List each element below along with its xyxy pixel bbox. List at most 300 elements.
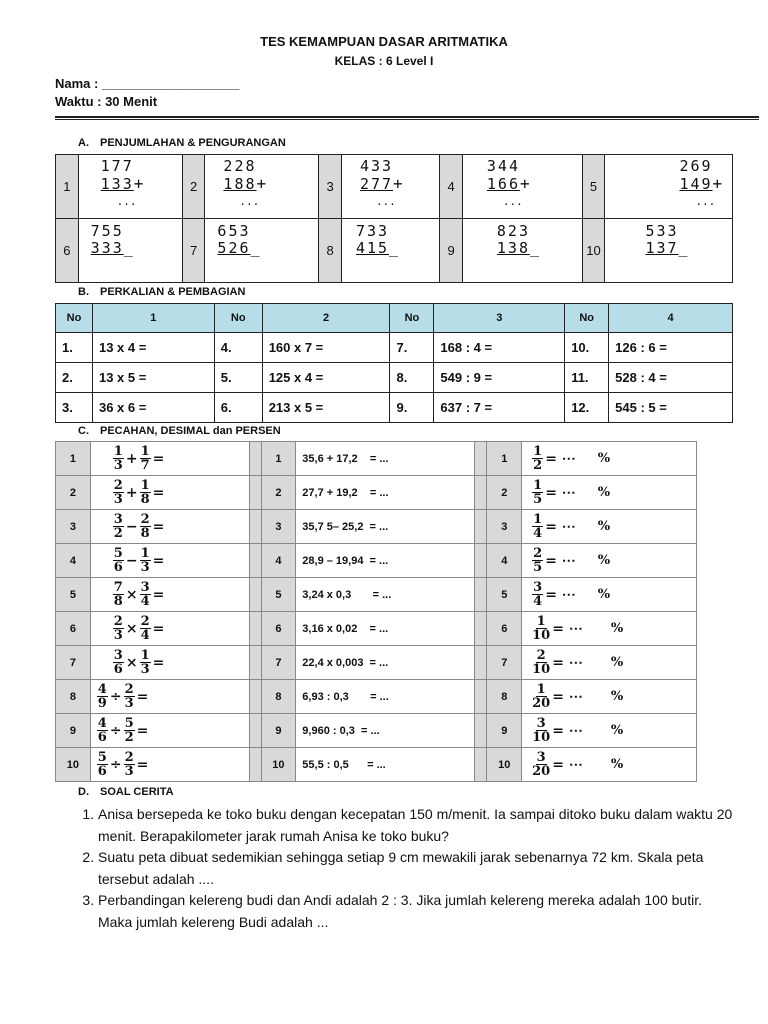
percent-sign: % [597,587,611,602]
addition-subtraction-table [55,154,733,283]
question-number: 2 [56,476,91,510]
column-spacer [249,612,261,646]
bottom-row [497,240,539,257]
equals-sign: = [136,722,149,739]
question-number: 8 [56,680,91,714]
question-number: 1 [261,442,296,476]
percent-expression [522,510,697,544]
question-number: 1 [487,442,522,476]
question-number: 5 [56,578,91,612]
question-number: 9 [56,714,91,748]
denominator: 6 [97,730,107,745]
bottom-number: 526 [217,239,251,257]
percent-expression [522,680,697,714]
equals-placeholder: = ⋯ [552,620,583,637]
fraction-b [140,547,151,574]
top-number: 653 [217,222,251,240]
denominator: 10 [532,730,551,745]
question-number: 3 [261,510,296,544]
table-row [56,442,697,476]
column-spacer [475,680,487,714]
bottom-number: 415 [355,239,390,257]
equals-placeholder: = ⋯ [545,450,576,467]
column-spacer [475,612,487,646]
top-number: 755 [90,222,124,240]
percent-expression [522,544,697,578]
equals-sign: = [136,756,149,773]
top-number: 269 [679,157,713,175]
problem-number: 8 [319,219,342,283]
percent-sign: % [610,689,624,704]
minus-sign: _ [389,239,399,257]
column-header: No [214,304,262,333]
problem-number: 9 [440,219,463,283]
fraction [532,479,543,506]
denominator: 9 [97,696,107,711]
denominator: 6 [97,764,107,779]
denominator: 8 [140,526,150,541]
numerator: 2 [140,614,150,629]
denominator: 4 [140,594,150,609]
fraction-a [97,751,108,778]
table-row [56,612,697,646]
percent-sign: % [610,757,624,772]
fraction-b [124,751,135,778]
numerator: 3 [536,716,546,731]
question-expression: 13 x 5 = [92,363,214,393]
numerator: 2 [140,512,150,527]
question-number: 4. [214,333,262,363]
denominator: 8 [140,492,150,507]
decimal-expression: 3,24 x 0,3 = ... [296,578,475,612]
problem-number: 10 [582,219,605,283]
question-expression: 213 x 5 = [262,393,390,423]
column-spacer [475,646,487,680]
percent-sign: % [597,519,611,534]
question-number: 7 [261,646,296,680]
percent-expression [522,714,697,748]
plus-sign: + [256,174,267,193]
minus-sign: _ [123,239,133,257]
arithmetic-problem [605,155,733,219]
denominator: 4 [140,628,150,643]
table-row [56,646,697,680]
problem-number: 1 [56,155,79,219]
question-number: 3 [56,510,91,544]
fraction [532,717,550,744]
header-divider-thin [55,119,759,120]
decimal-expression: 35,7 5– 25,2 = ... [296,510,475,544]
arithmetic-problem [462,155,582,219]
decimal-expression: 55,5 : 0,5 = ... [296,748,475,782]
numerator: 3 [140,580,150,595]
denominator: 10 [532,628,551,643]
denominator: 2 [113,526,123,541]
operator: + [125,484,138,501]
fraction [532,547,543,574]
bottom-number: 277 [359,175,394,193]
problem-number: 7 [182,219,205,283]
denominator: 4 [533,526,543,541]
fraction-expression [90,714,249,748]
question-number: 8. [390,363,434,393]
operator: + [125,450,138,467]
column-spacer [249,714,261,748]
top-number: 433 [359,157,394,175]
question-number: 5 [487,578,522,612]
decimal-expression: 35,6 + 17,2 = ... [296,442,475,476]
column-stack [356,223,398,257]
fraction-b [124,683,135,710]
word-problem-item: 1. Anisa bersepeda ke toko buku dengan kecepatan 150 m/menit. Ia sampai ditoko buku dalam waktu 20 menit. Berapakilometer jarak rumah Anisa ke toko buku? [98,804,738,847]
problem-number: 5 [582,155,605,219]
question-number: 9 [261,714,296,748]
fraction-b [140,649,151,676]
numerator: 1 [536,682,546,697]
column-spacer [475,748,487,782]
question-number: 12. [565,393,609,423]
bottom-row [91,240,133,257]
fraction-a [113,615,124,642]
numerator: 1 [533,512,543,527]
fraction-b [140,479,151,506]
column-stack [217,223,259,257]
time-label: Waktu : 30 Menit [55,94,158,109]
fraction-a [113,581,124,608]
word-problems [78,804,738,933]
column-header: 2 [262,304,390,333]
bottom-row [645,240,687,257]
section-d-heading: D. SOAL CERITA [78,786,174,798]
denominator: 7 [140,458,150,473]
multiplication-division-table [55,303,733,423]
word-problem-item: 3. Perbandingan kelereng budi dan Andi adalah 2 : 3. Jika jumlah kelereng mereka adalah 100 butir. Maka jumlah kelereng Budi adalah ... [98,890,738,933]
question-number: 1 [56,442,91,476]
operator: − [125,518,138,535]
numerator: 1 [140,648,150,663]
column-stack [487,158,530,210]
question-expression: 13 x 4 = [92,333,214,363]
result-placeholder: ... [239,195,260,208]
numerator: 5 [97,750,107,765]
denominator: 6 [113,662,123,677]
denominator: 3 [113,628,123,643]
question-number: 10. [565,333,609,363]
decimal-expression: 28,9 – 19,94 = ... [296,544,475,578]
arithmetic-problem [462,219,582,283]
table-row [56,680,697,714]
operator: ÷ [109,688,122,705]
numerator: 4 [97,682,107,697]
question-expression: 549 : 9 = [434,363,565,393]
equals-sign: = [152,450,165,467]
denominator: 20 [532,696,551,711]
percent-expression [522,646,697,680]
equals-sign: = [152,484,165,501]
name-field-label: Nama : ___________________ [55,76,240,91]
plus-sign: + [133,174,144,193]
result-placeholder: ... [695,195,716,208]
problem-number: 4 [440,155,463,219]
numerator: 2 [536,648,546,663]
top-number: 344 [486,157,520,175]
page-subtitle: KELAS : 6 Level I [334,54,434,68]
fraction [532,513,543,540]
fraction-expression [90,612,249,646]
equals-sign: = [136,688,149,705]
operator: ÷ [109,756,122,773]
percent-sign: % [610,655,624,670]
question-number: 5. [214,363,262,393]
numerator: 2 [124,682,134,697]
numerator: 2 [533,546,543,561]
question-number: 6 [487,612,522,646]
column-stack [360,158,403,210]
question-expression: 126 : 6 = [609,333,733,363]
denominator: 5 [533,492,543,507]
column-header: 1 [92,304,214,333]
decimal-expression: 27,7 + 19,2 = ... [296,476,475,510]
question-number: 6. [214,393,262,423]
fraction-b [140,581,151,608]
denominator: 5 [533,560,543,575]
bottom-number: 149 [679,175,713,193]
question-number: 10 [261,748,296,782]
question-expression: 160 x 7 = [262,333,390,363]
top-number: 228 [223,157,257,175]
denominator: 3 [140,662,150,677]
numerator: 1 [533,444,543,459]
question-number: 7. [390,333,434,363]
decimal-expression: 3,16 x 0,02 = ... [296,612,475,646]
question-number: 5 [261,578,296,612]
table-row [56,476,697,510]
equals-placeholder: = ⋯ [552,756,583,773]
equals-sign: = [152,586,165,603]
numerator: 5 [124,716,134,731]
fraction-a [113,649,124,676]
fraction-expression [90,510,249,544]
denominator: 3 [124,764,134,779]
question-number: 9 [487,714,522,748]
column-spacer [249,680,261,714]
column-header: 3 [434,304,565,333]
question-number: 4 [56,544,91,578]
numerator: 4 [97,716,107,731]
problem-number: 3 [319,155,342,219]
column-spacer [475,544,487,578]
question-number: 2 [261,476,296,510]
question-number: 2. [56,363,93,393]
fraction-expression [90,646,249,680]
table-row [56,333,733,363]
denominator: 3 [113,492,123,507]
question-expression: 168 : 4 = [434,333,565,363]
question-number: 10 [56,748,91,782]
column-stack [679,158,722,210]
numerator: 1 [536,614,546,629]
operator: × [125,620,138,637]
denominator: 20 [532,764,551,779]
header-divider [55,116,759,118]
column-header: No [56,304,93,333]
bottom-number: 133 [100,175,134,193]
arithmetic-problem [341,155,439,219]
fraction-a [113,513,124,540]
operator: ÷ [109,722,122,739]
column-stack [223,158,266,210]
percent-expression [522,476,697,510]
numerator: 7 [113,580,123,595]
section-c-heading: C. PECAHAN, DESIMAL dan PERSEN [78,425,281,437]
question-expression: 637 : 7 = [434,393,565,423]
plus-sign: + [393,174,403,193]
column-spacer [249,510,261,544]
top-number: 177 [100,157,134,175]
column-header: 4 [609,304,733,333]
decimal-expression: 6,93 : 0,3 = ... [296,680,475,714]
question-number: 8 [261,680,296,714]
bottom-number: 166 [486,175,520,193]
operator: × [125,586,138,603]
plus-sign: + [519,174,530,193]
table-row [56,748,697,782]
percent-sign: % [597,451,611,466]
question-number: 4 [261,544,296,578]
equals-placeholder: = ⋯ [545,552,576,569]
fraction [532,445,543,472]
operator: − [125,552,138,569]
fraction [532,683,550,710]
question-expression: 545 : 5 = [609,393,733,423]
numerator: 5 [113,546,123,561]
page-title: TES KEMAMPUAN DASAR ARITMATIKA [260,34,508,49]
question-number: 6 [261,612,296,646]
question-number: 10 [487,748,522,782]
question-number: 4 [487,544,522,578]
table-row [56,714,697,748]
section-b-heading: B. PERKALIAN & PEMBAGIAN [78,286,246,298]
bottom-number: 138 [496,239,530,257]
column-spacer [249,646,261,680]
numerator: 1 [140,444,150,459]
fraction-a [97,683,108,710]
equals-placeholder: = ⋯ [545,484,576,501]
bottom-row [360,175,403,193]
percent-sign: % [597,553,611,568]
top-number: 733 [355,222,390,240]
fraction [532,751,550,778]
percent-sign: % [610,621,624,636]
column-spacer [475,476,487,510]
column-stack [91,223,133,257]
percent-expression [522,578,697,612]
numerator: 3 [113,512,123,527]
column-spacer [249,442,261,476]
result-placeholder: ... [502,195,523,208]
column-stack [645,223,687,257]
question-number: 1. [56,333,93,363]
column-spacer [249,476,261,510]
question-number: 6 [56,612,91,646]
bottom-row [356,240,398,257]
numerator: 1 [533,478,543,493]
question-number: 3. [56,393,93,423]
question-number: 2 [487,476,522,510]
fraction-b [140,615,151,642]
question-expression: 125 x 4 = [262,363,390,393]
table-row [56,578,697,612]
denominator: 2 [124,730,134,745]
question-number: 8 [487,680,522,714]
fraction-a [113,547,124,574]
arithmetic-problem [78,155,182,219]
equals-placeholder: = ⋯ [552,722,583,739]
numerator: 3 [113,648,123,663]
fraction-expression [90,680,249,714]
question-expression: 36 x 6 = [92,393,214,423]
result-placeholder: ... [116,195,137,208]
numerator: 2 [113,614,123,629]
percent-sign: % [597,485,611,500]
numerator: 2 [124,750,134,765]
fraction-b [140,513,151,540]
percent-sign: % [610,723,624,738]
column-spacer [475,578,487,612]
bottom-row [223,175,266,193]
equals-placeholder: = ⋯ [552,654,583,671]
fraction-expression [90,544,249,578]
column-spacer [475,714,487,748]
bottom-row [101,175,144,193]
percent-expression [522,612,697,646]
minus-sign: _ [529,239,540,257]
decimal-expression: 9,960 : 0,3 = ... [296,714,475,748]
top-number: 533 [645,222,679,240]
minus-sign: _ [250,239,260,257]
column-spacer [249,578,261,612]
arithmetic-problem [605,219,733,283]
equals-placeholder: = ⋯ [545,518,576,535]
denominator: 3 [140,560,150,575]
bottom-row [487,175,530,193]
arithmetic-problem [78,219,182,283]
numerator: 3 [536,750,546,765]
question-number: 7 [487,646,522,680]
bottom-row [217,240,259,257]
plus-sign: + [712,174,723,193]
fraction-expression [90,476,249,510]
numerator: 1 [113,444,123,459]
equals-sign: = [152,552,165,569]
table-row [56,544,697,578]
arithmetic-problem [205,219,319,283]
equals-sign: = [152,654,165,671]
column-spacer [249,748,261,782]
bottom-row [679,175,722,193]
bottom-number: 137 [645,239,679,257]
numerator: 3 [533,580,543,595]
numerator: 2 [113,478,123,493]
fraction-a [113,445,124,472]
problem-number: 6 [56,219,79,283]
denominator: 3 [113,458,123,473]
operator: × [125,654,138,671]
word-problem-item: 2. Suatu peta dibuat sedemikian sehingga setiap 9 cm mewakili jarak sebenarnya 72 km. Skala peta tersebut adalah .... [98,847,738,890]
column-header: No [390,304,434,333]
denominator: 10 [532,662,551,677]
column-spacer [475,510,487,544]
